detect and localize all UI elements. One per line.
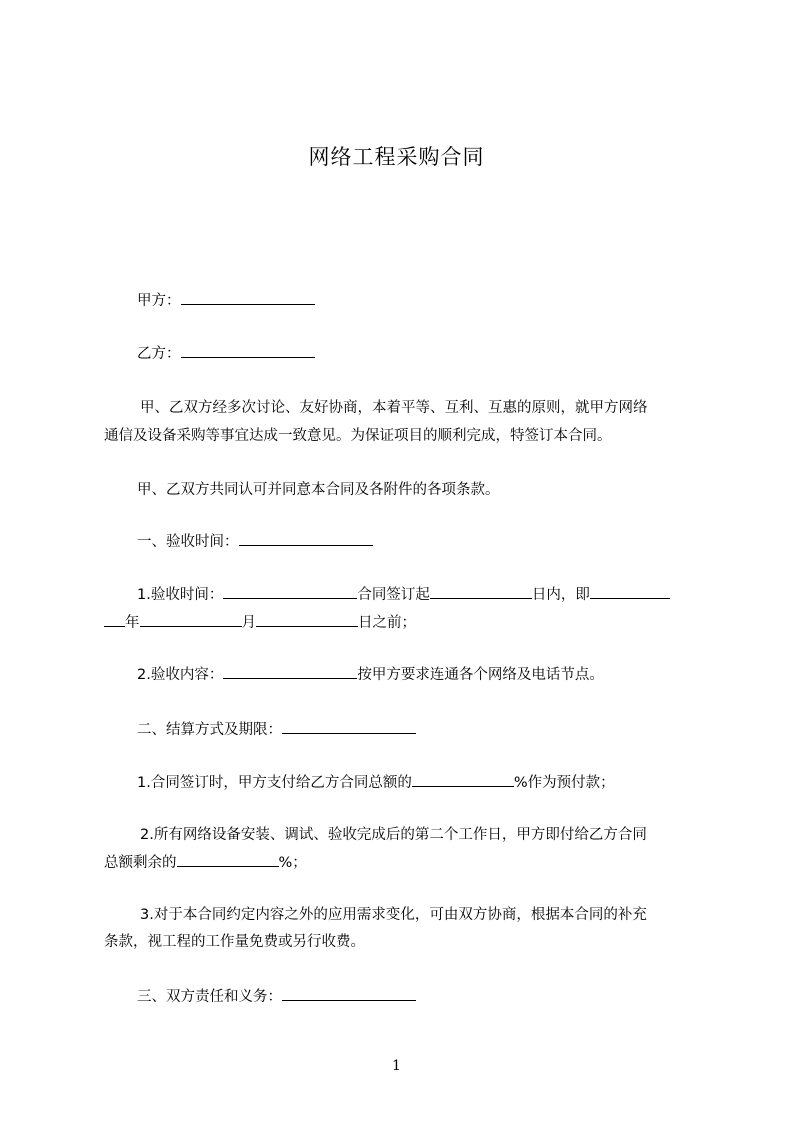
section2-heading-blank bbox=[282, 719, 416, 734]
section1-item1-line1 bbox=[137, 584, 737, 605]
page-number: 1 bbox=[392, 1058, 401, 1074]
section1-item2-text: 按甲方要求连通各个网络及电话节点。 bbox=[357, 667, 604, 683]
party-a-blank bbox=[181, 290, 315, 305]
section2-item3-line1: 3.对于本合同约定内容之外的应用需求变化，可由双方协商，根据本合同的补充 bbox=[140, 907, 647, 923]
section2-item1-text-b: %作为预付款； bbox=[513, 775, 615, 791]
section1-item1-text-a: 合同签订起 bbox=[357, 587, 430, 603]
section1-item1-text-b: 日内，即 bbox=[531, 587, 590, 603]
section2-item2-line2 bbox=[104, 852, 704, 873]
section1-item1-blank-time bbox=[223, 584, 357, 599]
party-a-label: 甲方： bbox=[137, 293, 181, 309]
section2-item1-blank bbox=[412, 772, 514, 787]
party-a-line bbox=[137, 290, 737, 311]
section2-item2-text-a: 总额剩余的 bbox=[104, 855, 177, 871]
section3-heading-text: 三、双方责任和义务： bbox=[137, 989, 282, 1005]
section2-item1-text-a: 1.合同签订时，甲方支付给乙方合同总额的 bbox=[137, 775, 412, 791]
section1-item1-year: 年 bbox=[125, 615, 140, 631]
section2-item2-line1: 2.所有网络设备安装、调试、验收完成后的第二个工作日，甲方即付给乙方合同 bbox=[140, 827, 647, 843]
intro-paragraph-line1: 甲、乙双方经多次讨论、友好协商，本着平等、互利、互惠的原则，就甲方网络 bbox=[140, 400, 648, 416]
section1-item1-label: 1.验收时间： bbox=[137, 587, 224, 603]
section2-heading-text: 二、结算方式及期限： bbox=[137, 722, 282, 738]
section1-item1-blank-month bbox=[140, 612, 242, 627]
party-b-label: 乙方： bbox=[137, 346, 181, 362]
section1-item2-blank bbox=[223, 664, 357, 679]
section1-item1-month: 月 bbox=[241, 615, 256, 631]
section1-heading-text: 一、验收时间： bbox=[137, 534, 239, 550]
section2-heading bbox=[137, 719, 737, 740]
agreement-line: 甲、乙双方共同认可并同意本合同及各附件的各项条款。 bbox=[137, 482, 500, 498]
section2-item3-line2: 条款，视工程的工作量免费或另行收费。 bbox=[104, 934, 365, 950]
section1-heading-blank bbox=[239, 531, 373, 546]
section2-item2-blank bbox=[177, 852, 279, 867]
section2-item2-text-b: %； bbox=[278, 855, 307, 871]
section1-item2 bbox=[137, 664, 737, 685]
section2-item1 bbox=[137, 772, 737, 793]
section1-item1-line2 bbox=[104, 612, 704, 633]
document-title: 网络工程采购合同 bbox=[308, 145, 485, 169]
section1-item2-label: 2.验收内容： bbox=[137, 667, 224, 683]
section1-heading bbox=[137, 531, 737, 552]
section1-item1-blank-days bbox=[430, 584, 532, 599]
section1-item1-blank-day bbox=[256, 612, 358, 627]
section1-item1-blank-year-a bbox=[590, 584, 670, 599]
section3-heading bbox=[137, 986, 737, 1007]
section1-item1-blank-year-b bbox=[104, 612, 125, 627]
section3-heading-blank bbox=[282, 986, 416, 1001]
party-b-line bbox=[137, 343, 737, 364]
intro-paragraph-line2: 通信及设备采购等事宜达成一致意见。为保证项目的顺利完成，特签订本合同。 bbox=[104, 428, 612, 444]
section1-item1-day-before: 日之前； bbox=[358, 615, 416, 631]
party-b-blank bbox=[181, 343, 315, 358]
